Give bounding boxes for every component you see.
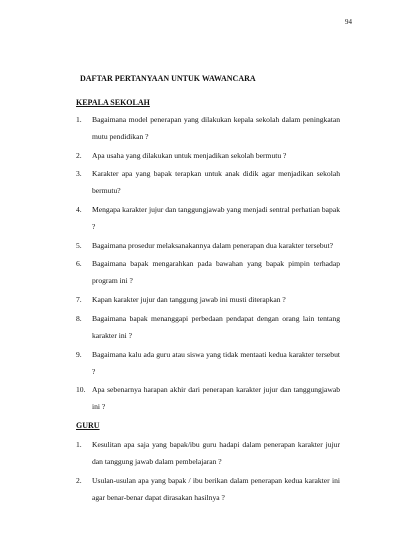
question-text: Apa usaha yang dilakukan untuk menjadikan sekolah bermutu ? [92, 150, 287, 160]
question-number: 2. [76, 150, 82, 160]
question-item [76, 201, 340, 235]
question-item [76, 436, 340, 470]
question-text: Bagaimana bapak mengarahkan pada bawahan yang bapak pimpin terhadap program ini ? [92, 259, 340, 286]
question-item [76, 291, 340, 308]
question-number: 5. [76, 240, 82, 250]
question-list-guru [76, 436, 340, 507]
question-text: Mengapa karakter jujur dan tanggungjawab yang menjadi sentral perhatian bapak ? [92, 205, 340, 232]
question-number: 6. [76, 259, 82, 269]
question-list-kepala-sekolah [76, 111, 340, 417]
question-number: 7. [76, 295, 82, 305]
question-item [76, 472, 340, 506]
question-text: Apa sebenarnya harapan akhir dari penerapan karakter jujur dan tanggungjawab ini ? [92, 385, 340, 412]
question-item [76, 111, 340, 145]
question-text: Bagaimana prosedur melaksanakannya dalam penerapan dua karakter tersebut? [92, 240, 333, 250]
question-text: Bagaimana model penerapan yang dilakukan kepala sekolah dalam peningkatan mutu pendidikan ? [92, 115, 340, 141]
document-title: DAFTAR PERTANYAAN UNTUK WAWANCARA [80, 74, 256, 83]
question-number: 8. [76, 313, 82, 323]
question-number: 2. [76, 475, 82, 485]
question-text: Usulan-usulan apa yang bapak / ibu berikan dalam penerapan kedua karakter ini agar benar-benar dapat dirasakan hasilnya ? [92, 475, 340, 502]
question-text: Bagaimana bapak menanggapi perbedaan pendapat dengan orang lain tentang karakter ini ? [92, 313, 340, 340]
section-heading-guru: GURU [76, 421, 100, 430]
question-text: Bagaimana kalu ada guru atau siswa yang tidak mentaati kedua karakter tersebut ? [92, 349, 340, 376]
page-number: 94 [345, 18, 352, 26]
question-item [76, 346, 340, 380]
question-number: 9. [76, 349, 82, 359]
question-item [76, 381, 340, 415]
question-item [76, 255, 340, 289]
question-number: 4. [76, 205, 82, 215]
question-text: Karakter apa yang bapak terapkan untuk anak didik agar menjadikan sekolah bermutu? [92, 169, 340, 196]
question-number: 3. [76, 169, 82, 179]
question-item [76, 147, 340, 164]
question-text: Kesulitan apa saja yang bapak/ibu guru hadapi dalam penerapan karakter jujur dan tanggung jawab dalam pembelajaran ? [92, 440, 340, 466]
question-number: 1. [76, 115, 82, 124]
question-number: 1. [76, 440, 82, 449]
question-text: Kapan karakter jujur dan tanggung jawab ini musti diterapkan ? [92, 295, 286, 305]
question-number: 10. [76, 385, 86, 395]
question-item [76, 165, 340, 199]
question-item [76, 310, 340, 344]
question-item [76, 237, 340, 254]
section-heading-kepala-sekolah: KEPALA SEKOLAH [76, 98, 150, 107]
